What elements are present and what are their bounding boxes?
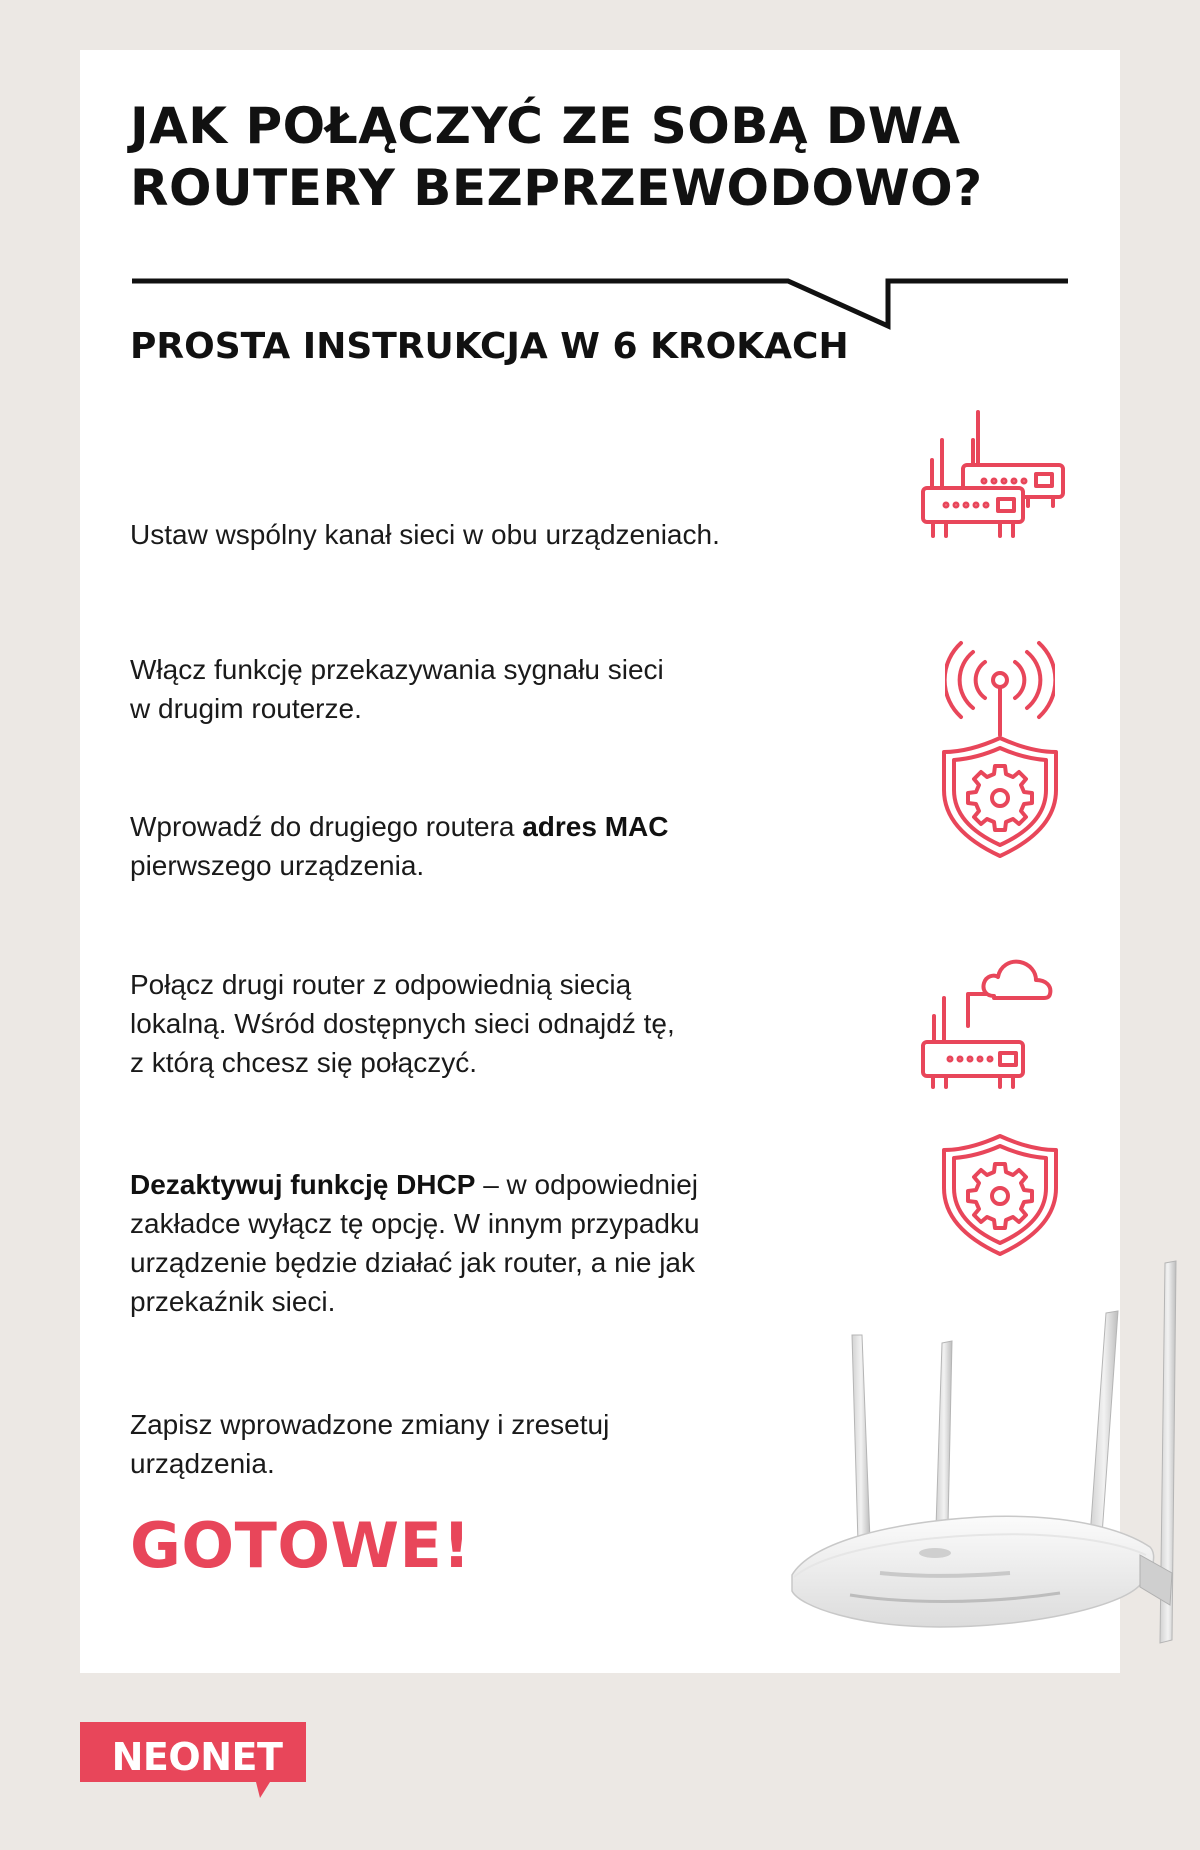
title-line-2: ROUTERY BEZPRZEWODOWO? xyxy=(130,159,983,217)
speech-bubble-underline xyxy=(130,220,1080,330)
neonet-logo-text: NEONET xyxy=(111,1735,283,1779)
shield-gear-icon xyxy=(938,1130,1063,1260)
signal-antenna-icon xyxy=(945,640,1055,740)
bold-dhcp: Dezaktywuj funkcję DHCP xyxy=(130,1169,476,1200)
subtitle: PROSTA INSTRUKCJA W 6 KROKACH xyxy=(130,326,849,367)
step-6-text: Zapisz wprowadzone zmiany i zresetuj urządzenia. xyxy=(130,1409,610,1479)
bold-mac-address: adres MAC xyxy=(522,811,669,842)
page-title xyxy=(130,95,1070,219)
done-heading: GOTOWE! xyxy=(130,1509,472,1582)
step-4-text: Połącz drugi router z odpowiednią siecią lokalną. Wśród dostępnych sieci odnajdź tę, z którą chcesz się połączyć. xyxy=(130,969,675,1078)
step-5-text: Dezaktywuj funkcję DHCP – w odpowiedniej zakładce wyłącz tę opcję. W innym przypadku urządzenie będzie działać jak router, a nie jak przekaźnik sieci. xyxy=(130,1169,700,1317)
step-1-text: Ustaw wspólny kanał sieci w obu urządzeniach. xyxy=(130,519,720,550)
shield-gear-icon xyxy=(938,732,1063,862)
title-line-1: JAK POŁĄCZYĆ ZE SOBĄ DWA xyxy=(130,97,961,155)
router-cloud-icon xyxy=(918,950,1068,1090)
router-photo xyxy=(780,1255,1180,1655)
step-2-text: Włącz funkcję przekazywania sygnału sieci w drugim routerze. xyxy=(130,654,664,724)
step-3-text: Wprowadź do drugiego routera adres MAC pierwszego urządzenia. xyxy=(130,811,669,881)
two-routers-icon xyxy=(918,410,1068,545)
